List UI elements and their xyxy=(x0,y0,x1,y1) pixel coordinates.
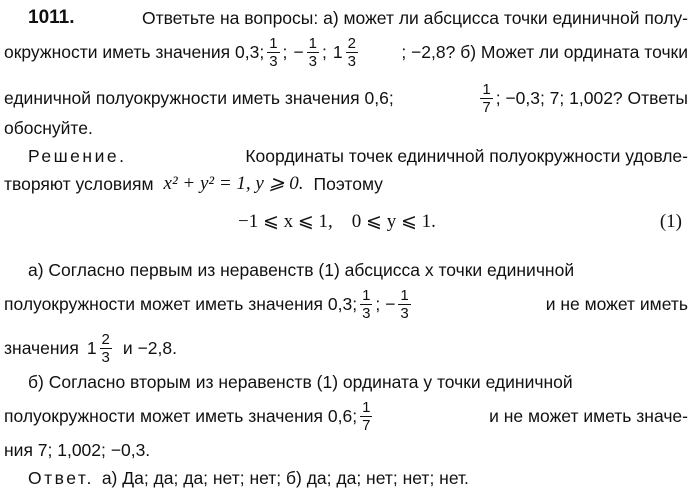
part-a-text-2b: и не может иметь xyxy=(545,294,688,314)
solution-label: Решение. xyxy=(28,146,127,166)
fraction-num: 2 xyxy=(347,34,356,52)
part-a-text-1: а) Согласно первым из неравенств (1) абсцисса x точки единичной xyxy=(28,260,575,280)
equation-number: (1) xyxy=(659,211,682,232)
separator: ; xyxy=(321,42,327,62)
fraction-den: 3 xyxy=(269,52,278,70)
part-a-line-2 xyxy=(4,282,688,326)
part-b-text-3: ния 7; 1,002; −0,3. xyxy=(4,440,151,460)
fraction-den: 3 xyxy=(347,52,356,70)
answer-text: а) Да; да; да; нет; нет; б) да; да; нет; нет; нет. xyxy=(101,468,469,488)
part-a-line-1 xyxy=(28,260,688,280)
problem-text-2a: окружности иметь значения 0,3; xyxy=(4,42,265,62)
problem-text-2b: ; −2,8? б) Может ли ордината точки xyxy=(401,42,688,62)
mixed-whole: 1 xyxy=(86,338,97,358)
solution-text-1: Координаты точек единичной полуокружности удовле- xyxy=(245,146,688,166)
problem-text-1: Ответьте на вопросы: а) может ли абсцисса точки единичной полу- xyxy=(141,8,688,28)
separator: ; xyxy=(282,42,288,62)
fraction-num: 1 xyxy=(269,34,278,52)
fraction-den: 7 xyxy=(482,98,491,116)
problem-line-4 xyxy=(4,118,700,138)
fraction-one-seventh xyxy=(360,399,372,434)
answer-line xyxy=(28,468,700,488)
problem-number: 1011. xyxy=(28,7,75,28)
fraction-num: 1 xyxy=(482,80,491,98)
mixed-number xyxy=(333,35,361,70)
part-a-text-2a: полуокружности может иметь значения 0,3; xyxy=(4,294,358,314)
fraction-den: 3 xyxy=(400,304,409,322)
fraction-one-third xyxy=(267,35,279,70)
fraction-num: 2 xyxy=(101,330,110,348)
fraction-num: 1 xyxy=(362,286,371,304)
fraction-one-seventh xyxy=(480,81,492,116)
part-b-line-1 xyxy=(28,372,688,392)
answer-label: Ответ. xyxy=(28,468,94,488)
part-b-line-2 xyxy=(4,394,688,438)
problem-text-4: обоснуйте. xyxy=(4,118,93,138)
solution-text-2a: творяют условиям xyxy=(4,174,154,194)
fraction-den: 3 xyxy=(362,304,371,322)
problem-text-3b: ; −0,3; 7; 1,002? Ответы xyxy=(495,88,688,108)
problem-line-1 xyxy=(28,8,688,28)
part-a-text-3b: и −2,8. xyxy=(122,338,177,358)
mixed-whole: 1 xyxy=(332,42,343,62)
fraction-one-third xyxy=(360,287,372,322)
fraction-den: 3 xyxy=(308,52,317,70)
problem-line-3 xyxy=(4,76,688,120)
part-b-line-3 xyxy=(4,440,700,460)
part-b-text-2a: полуокружности может иметь значения 0,6; xyxy=(4,406,358,426)
minus-sign: − xyxy=(293,42,304,62)
fraction-one-third-neg xyxy=(398,287,410,322)
fraction-den: 7 xyxy=(362,416,371,434)
solution-text-2b: Поэтому xyxy=(313,174,383,194)
part-b-text-1: б) Согласно вторым из неравенств (1) ордината y точки единичной xyxy=(28,372,573,392)
equation-circle: x² + y² = 1, y ⩾ 0. xyxy=(163,173,304,194)
problem-line-2 xyxy=(4,30,688,74)
fraction-num: 1 xyxy=(362,398,371,416)
part-a-line-3 xyxy=(4,326,700,370)
fraction-num: 1 xyxy=(308,34,317,52)
fraction-one-third-neg xyxy=(307,35,319,70)
part-b-text-2b: и не может иметь значе- xyxy=(489,406,688,426)
mixed-number xyxy=(87,331,115,366)
solution-line-2 xyxy=(4,174,700,194)
problem-text-3a: единичной полуокружности иметь значения 0,6; xyxy=(4,88,394,108)
part-a-text-3a: значения xyxy=(4,338,79,358)
fraction-num: 1 xyxy=(400,286,409,304)
solution-line-1 xyxy=(28,146,688,166)
inequality-system: −1 ⩽ x ⩽ 1, 0 ⩽ y ⩽ 1. xyxy=(238,211,436,232)
separator-minus: ; − xyxy=(375,294,396,314)
fraction-den: 3 xyxy=(101,348,110,366)
